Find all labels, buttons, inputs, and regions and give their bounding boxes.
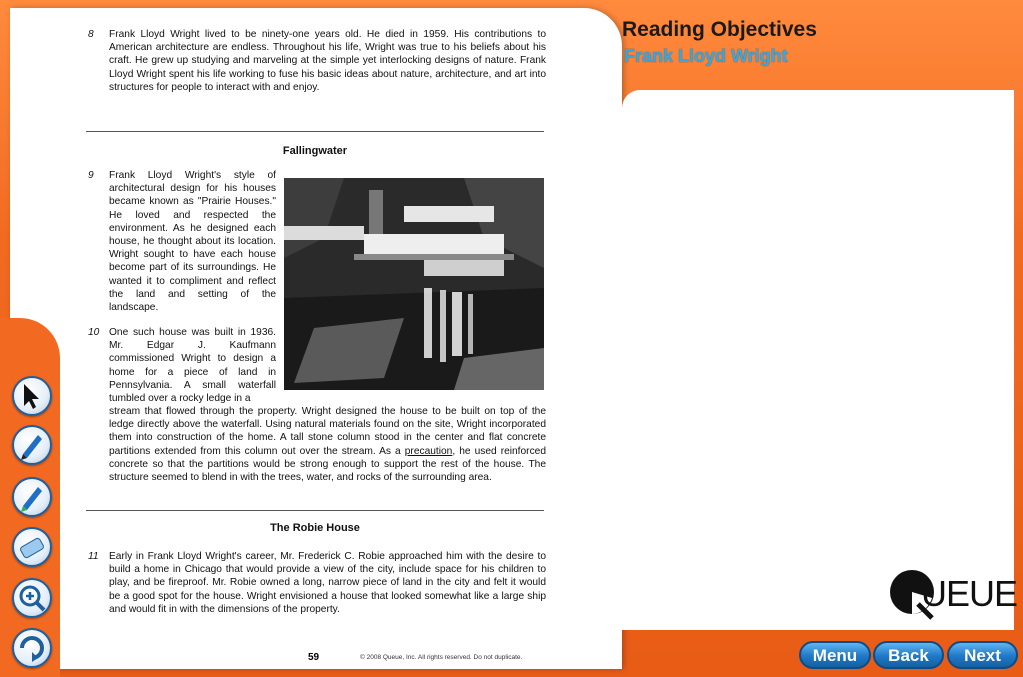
paragraph-9 <box>78 169 276 314</box>
paragraph-number: 8 <box>88 29 94 40</box>
zoom-tool-button[interactable] <box>12 578 52 618</box>
fallingwater-photo <box>284 178 544 390</box>
pen-tool-button[interactable] <box>12 425 52 465</box>
pointer-icon <box>14 378 50 414</box>
divider <box>86 510 544 511</box>
menu-button[interactable]: Menu <box>799 641 871 669</box>
divider <box>86 131 544 132</box>
refresh-icon <box>14 630 50 666</box>
objectives-panel <box>622 90 1014 630</box>
pen-icon <box>14 427 50 463</box>
highlighter-icon <box>14 479 50 515</box>
paragraph-text: One such house was built in 1936. Mr. Edgar J. Kaufmann commissioned Wright to design a home for a piece of land in Pennsylvania. A small waterfall tumbled over a rocky ledge in a <box>109 327 276 405</box>
back-button[interactable]: Back <box>873 641 944 669</box>
paragraph-text: Frank Lloyd Wright's style of architectural design for his houses became known as "Prairie Houses." He loved and respected the environment. As he designed each house, he thought about its location. Wright sought to have each house become part of its surroundings. He wanted it to compliment and reflect the land and setting of the landscape. <box>109 170 276 314</box>
zoom-icon <box>14 580 50 616</box>
eraser-icon <box>14 529 50 565</box>
highlighter-tool-button[interactable] <box>12 477 52 517</box>
queue-logo-text: UEUE <box>921 573 1018 614</box>
paragraph-text: stream that flowed through the property. Wright designed the house to be built on top of the ledge directly above the waterfall. Using natural materials found on the site, Wright incorporated them into construction of the home. A tall stone column stood in the center and flat concrete partitions extended from this column out over the stream. As a <box>109 406 546 457</box>
paragraph-number: 9 <box>88 170 94 181</box>
paragraph-11 <box>78 550 546 616</box>
next-button[interactable]: Next <box>947 641 1018 669</box>
paragraph-number: 10 <box>88 327 100 338</box>
refresh-tool-button[interactable] <box>12 628 52 668</box>
section-title-fallingwater: Fallingwater <box>282 145 348 157</box>
paragraph-number: 11 <box>88 551 99 562</box>
vocabulary-link[interactable]: precaution <box>404 445 453 457</box>
eraser-tool-button[interactable] <box>12 527 52 567</box>
paragraph-8 <box>78 28 546 94</box>
paragraph-10-top <box>78 326 276 405</box>
pointer-tool-button[interactable] <box>12 376 52 416</box>
paragraph-text: Early in Frank Lloyd Wright's career, Mr. Frederick C. Robie approached him with the desire to build a home in Chicago that would provide a view of the city, include space for his children to play, and be fireproof. Mr. Robie owned a long, narrow piece of land in the city and felt it would be a good spot for the house. Wright envisioned a house that looked somewhat like a large ship and would fit in with the dimensions of the property. <box>109 551 546 615</box>
paragraph-text: Frank Lloyd Wright lived to be ninety-one years old. He died in 1959. His contributions to American architecture are endless. Throughout his life, Wright was true to his beliefs about his craft. He grew up studying and marveling at the simple yet interlocking designs of nature. Frank Lloyd Wright spent his life working to fuse his basic ideas about nature, architecture, and art into structures for people to interact with and enjoy. <box>109 29 546 93</box>
paragraph-text: , he used reinforced concrete so that the partitions would be strong enough to support the rest of the house. The structure seemed to blend in with the trees, water, and rocks of the surrounding area. <box>109 445 546 484</box>
paragraph-10-bottom <box>78 405 546 484</box>
copyright-text: © 2008 Queue, Inc. All rights reserved. Do not duplicate. <box>360 654 523 661</box>
section-title-robie-house: The Robie House <box>270 522 360 534</box>
panel-title: Reading Objectives <box>622 18 817 41</box>
panel-subtitle: Frank Lloyd Wright <box>624 46 788 66</box>
page-number: 59 <box>308 652 320 663</box>
